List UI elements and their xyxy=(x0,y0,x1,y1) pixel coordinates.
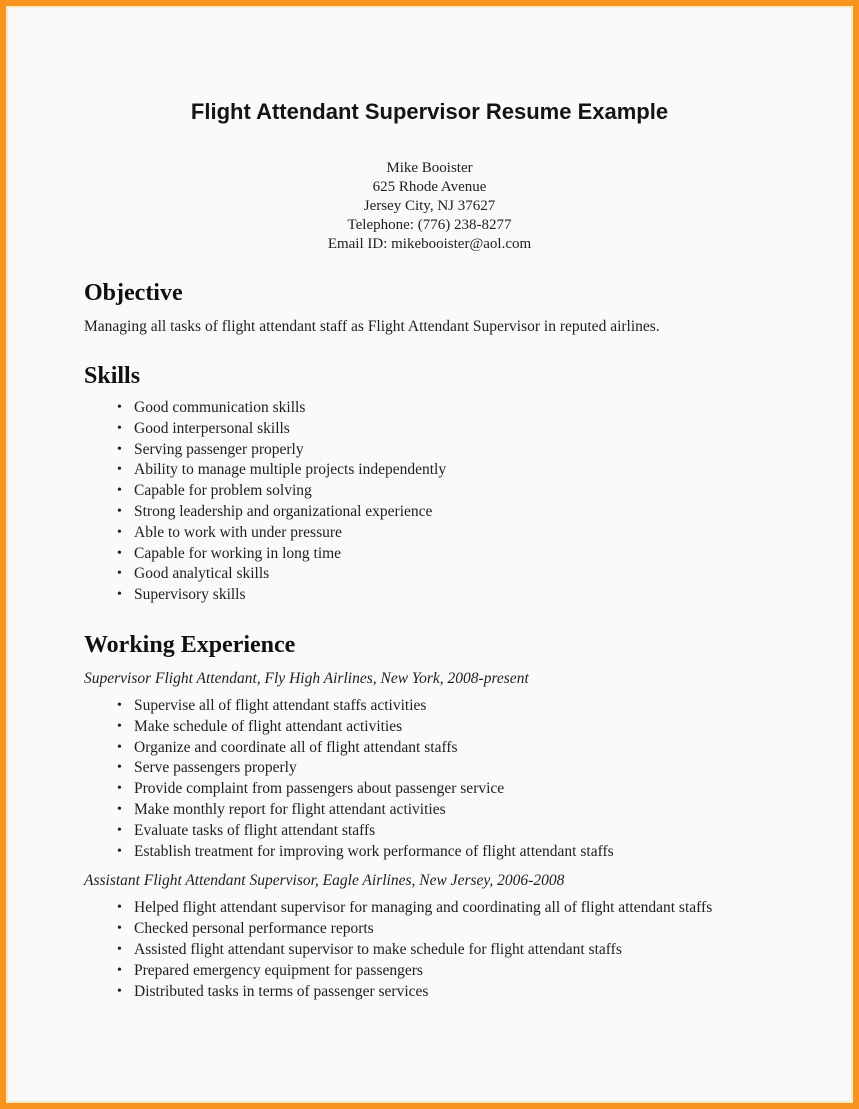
contact-phone: Telephone: (776) 238-8277 xyxy=(347,217,512,233)
contact-email: Email ID: mikebooister@aol.com xyxy=(327,236,532,252)
job1-duties-list xyxy=(84,696,775,862)
contact-street: 625 Rhode Avenue xyxy=(372,179,487,195)
contact-block xyxy=(84,159,775,254)
duty-item: • Make monthly report for flight attendant activities xyxy=(134,800,775,821)
duty-item: • Helped flight attendant supervisor for managing and coordinating all of flight attendant staffs xyxy=(134,898,775,919)
contact-city: Jersey City, NJ 37627 xyxy=(363,198,496,214)
skill-item: • Good communication skills xyxy=(134,398,775,419)
skill-item: • Strong leadership and organizational experience xyxy=(134,502,775,523)
skill-item: • Serving passenger properly xyxy=(134,440,775,461)
duty-item: • Assisted flight attendant supervisor to make schedule for flight attendant staffs xyxy=(134,940,775,961)
section-heading-skills: Skills xyxy=(84,363,141,389)
resume-title: Flight Attendant Supervisor Resume Example xyxy=(190,99,669,124)
job-title-line-1: Supervisor Flight Attendant, Fly High Airlines, New York, 2008-present xyxy=(84,669,529,687)
skill-item: • Capable for problem solving xyxy=(134,481,775,502)
duty-item: • Checked personal performance reports xyxy=(134,919,775,940)
skills-list xyxy=(84,398,775,606)
skill-item: • Able to work with under pressure xyxy=(134,523,775,544)
duty-item: • Organize and coordinate all of flight attendant staffs xyxy=(134,738,775,759)
duty-item: • Supervise all of flight attendant staffs activities xyxy=(134,696,775,717)
duty-item: • Prepared emergency equipment for passengers xyxy=(134,961,775,982)
contact-name: Mike Booister xyxy=(386,160,473,176)
duty-item: • Serve passengers properly xyxy=(134,758,775,779)
duty-item: • Make schedule of flight attendant activities xyxy=(134,717,775,738)
skill-item: • Good interpersonal skills xyxy=(134,419,775,440)
duty-item: • Evaluate tasks of flight attendant staffs xyxy=(134,821,775,842)
skill-item: • Capable for working in long time xyxy=(134,544,775,565)
duty-item: • Provide complaint from passengers about passenger service xyxy=(134,779,775,800)
section-heading-objective: Objective xyxy=(84,280,183,306)
skill-item: • Good analytical skills xyxy=(134,564,775,585)
objective-text: Managing all tasks of flight attendant staff as Flight Attendant Supervisor in reputed airlines. xyxy=(84,318,660,335)
section-heading-experience: Working Experience xyxy=(84,631,296,658)
job-title-line-2: Assistant Flight Attendant Supervisor, Eagle Airlines, New Jersey, 2006-2008 xyxy=(84,872,565,890)
duty-item: • Distributed tasks in terms of passenger services xyxy=(134,982,775,1003)
skill-item: • Supervisory skills xyxy=(134,585,775,606)
job2-duties-list xyxy=(84,898,775,1002)
skill-item: • Ability to manage multiple projects independently xyxy=(134,460,775,481)
duty-item: • Establish treatment for improving work performance of flight attendant staffs xyxy=(134,842,775,863)
